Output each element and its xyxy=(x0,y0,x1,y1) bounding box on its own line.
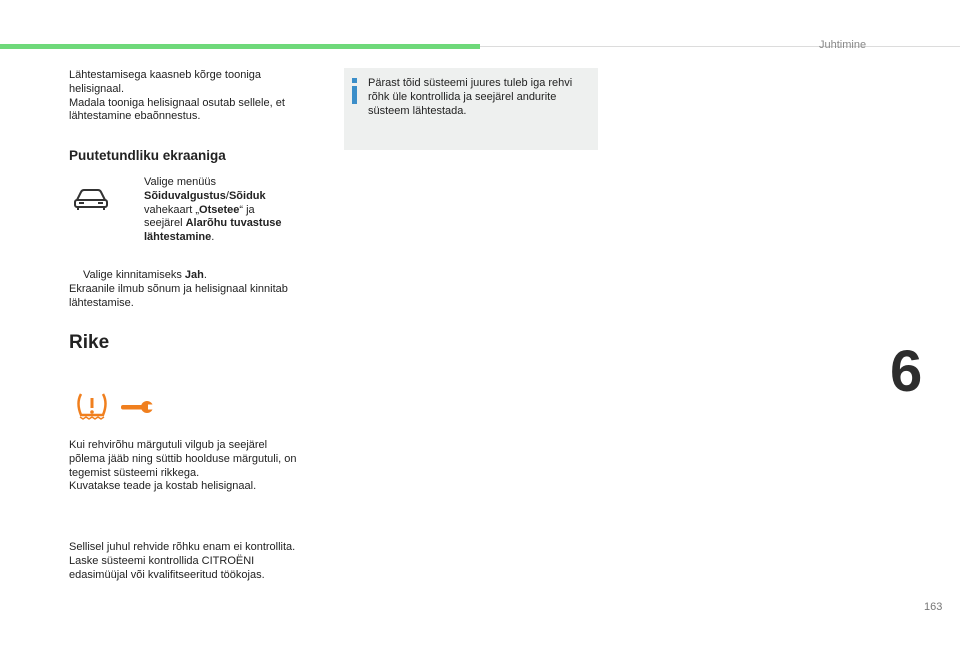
fault-text-line: Kuvatakse teade ja kostab helisignaal. xyxy=(69,480,257,493)
menu-name: Sõiduvalgustus xyxy=(144,189,226,202)
confirm-line: Ekraanile ilmub sõnum ja helisignaal kinnitab xyxy=(69,282,288,295)
fault-text-line: tegemist süsteemi rikkega. xyxy=(69,466,200,479)
wrench-icon xyxy=(118,396,154,418)
step-text: . xyxy=(203,269,207,281)
touchscreen-heading: Puutetundliku ekraaniga xyxy=(69,148,226,163)
tyre-pressure-warning-icon xyxy=(74,391,110,421)
car-icon xyxy=(73,186,109,212)
intro-paragraph xyxy=(69,69,329,124)
info-icon xyxy=(352,78,357,104)
fault-heading: Rike xyxy=(69,332,110,353)
separator: / xyxy=(225,189,229,202)
intro-line: Madala tooniga helisignaal osutab sellele, et xyxy=(69,96,285,109)
info-line: Pärast tõid süsteemi juures tuleb iga rehvi xyxy=(368,77,573,89)
info-line: süsteem lähtestada. xyxy=(368,104,467,117)
fault-text-line: Kui rehvirõhu märgutuli vilgub ja seejärel xyxy=(69,439,268,451)
step-text: Valige menüüs xyxy=(144,176,216,188)
function-name: Alarõhu tuvastuse xyxy=(185,217,282,230)
step-text: “ ja xyxy=(239,203,255,216)
fault-text-line: Sellisel juhul rehvide rõhku enam ei kontrollita. xyxy=(69,541,296,553)
touchscreen-step-2 xyxy=(69,269,329,310)
confirm-option: Jah xyxy=(184,269,204,281)
fault-text-line: edasimüüjal või kvalifitseeritud töökojas. xyxy=(69,568,265,581)
chapter-number: 6 xyxy=(890,339,923,404)
section-title: Juhtimine xyxy=(819,39,867,51)
fault-text-line: Laske süsteemi kontrollida CITROËNI xyxy=(69,554,255,567)
fault-text-line: põlema jääb ning süttib hoolduse märgutuli, on xyxy=(69,452,297,465)
menu-name: Sõiduk xyxy=(228,189,266,202)
confirm-line: lähtestamise. xyxy=(69,296,134,309)
intro-line: Lähtestamisega kaasneb kõrge tooniga xyxy=(69,69,262,81)
header-divider xyxy=(480,46,960,47)
header-accent-bar xyxy=(0,44,480,49)
function-name: lähtestamine xyxy=(144,231,212,244)
intro-line: helisignaal. xyxy=(69,82,125,95)
info-box xyxy=(344,68,598,150)
touchscreen-step-1 xyxy=(130,176,320,245)
tab-name: Otsetee xyxy=(199,203,240,216)
info-line: rõhk üle kontrollida ja seejärel andurite xyxy=(368,90,557,103)
fault-paragraph-2 xyxy=(69,541,329,582)
intro-line: lähtestamine ebaõnnestus. xyxy=(69,110,201,123)
fault-paragraph-1 xyxy=(69,439,329,494)
step-text: Valige kinnitamiseks xyxy=(83,269,185,281)
step-text: seejärel xyxy=(144,217,186,230)
page-number: 163 xyxy=(924,601,943,613)
step-text: vahekaart „ xyxy=(144,203,200,216)
step-text: . xyxy=(211,231,215,244)
info-text xyxy=(368,77,594,118)
